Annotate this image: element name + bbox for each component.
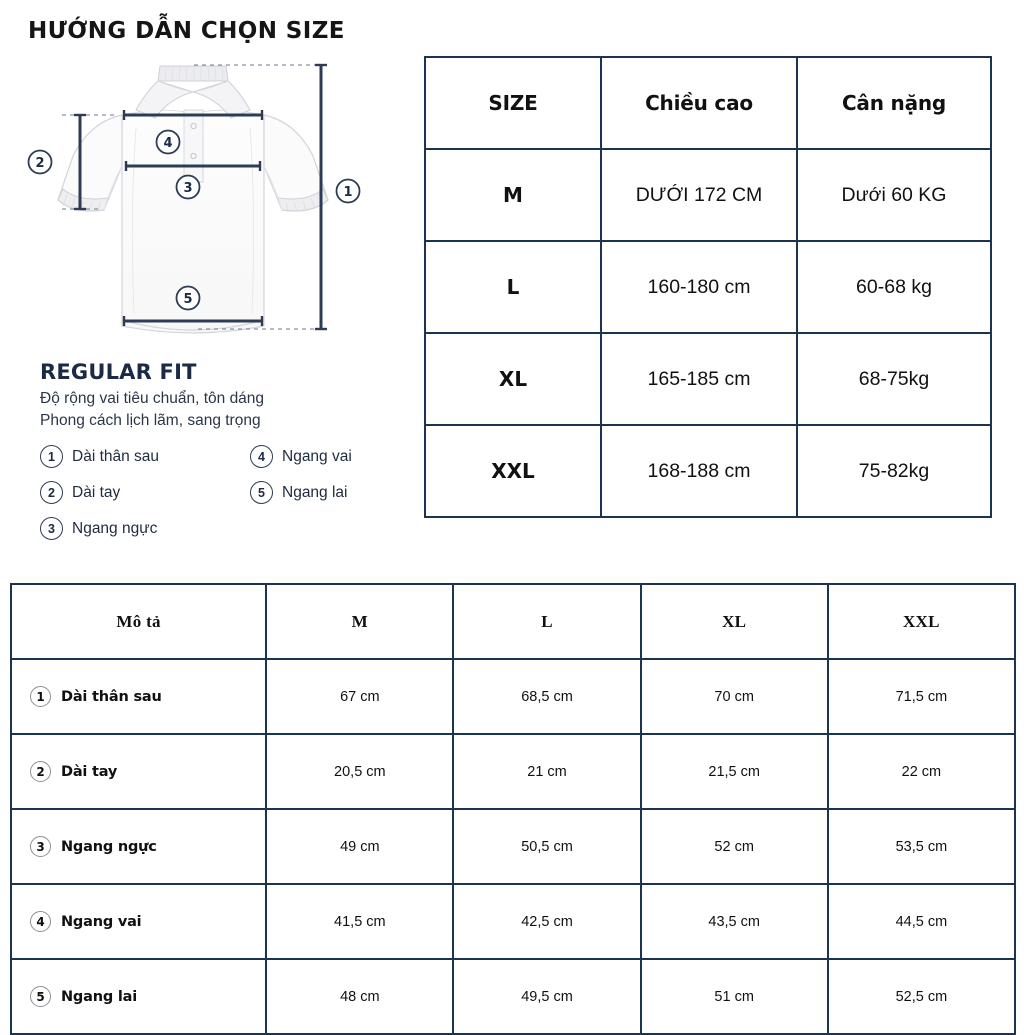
- column-header-weight: Cân nặng: [797, 57, 991, 149]
- cell-weight: 68-75kg: [797, 333, 991, 425]
- column-header-xxl: XXL: [828, 584, 1015, 659]
- table-row: [11, 659, 1015, 734]
- fit-desc-line-2: Phong cách lịch lãm, sang trọng: [40, 412, 261, 429]
- legend-number-icon: 2: [40, 481, 63, 504]
- legend-item-5: [250, 481, 348, 504]
- column-header-size: SIZE: [425, 57, 601, 149]
- svg-text:2: 2: [35, 156, 45, 171]
- cell-l: 21 cm: [453, 734, 640, 809]
- cell-m: 67 cm: [266, 659, 453, 734]
- cell-height: 165-185 cm: [601, 333, 797, 425]
- row-number-icon: 1: [30, 686, 51, 707]
- cell-size: L: [425, 241, 601, 333]
- size-recommendation-table: [424, 56, 992, 518]
- cell-m: 41,5 cm: [266, 884, 453, 959]
- cell-description: [11, 659, 266, 734]
- row-number-icon: 4: [30, 911, 51, 932]
- cell-height: DƯỚI 172 CM: [601, 149, 797, 241]
- cell-size: XXL: [425, 425, 601, 517]
- cell-xl: 70 cm: [641, 659, 828, 734]
- cell-height: 168-188 cm: [601, 425, 797, 517]
- cell-size: M: [425, 149, 601, 241]
- cell-l: 42,5 cm: [453, 884, 640, 959]
- cell-size: XL: [425, 333, 601, 425]
- row-number-icon: 3: [30, 836, 51, 857]
- row-label: Ngang lai: [61, 988, 137, 1005]
- row-label: Dài thân sau: [61, 688, 162, 705]
- table-header-row: [425, 57, 991, 149]
- cell-m: 20,5 cm: [266, 734, 453, 809]
- row-number-icon: 2: [30, 761, 51, 782]
- row-label: Dài tay: [61, 763, 118, 780]
- cell-description: [11, 884, 266, 959]
- column-header-m: M: [266, 584, 453, 659]
- fit-name: REGULAR FIT: [40, 360, 197, 384]
- svg-text:1: 1: [343, 185, 353, 200]
- legend-number-icon: 5: [250, 481, 273, 504]
- legend-label: Dài thân sau: [72, 447, 160, 465]
- cell-xxl: 71,5 cm: [828, 659, 1015, 734]
- legend-item-4: [250, 445, 352, 468]
- fit-desc-line-1: Độ rộng vai tiêu chuẩn, tôn dáng: [40, 390, 265, 407]
- table-row: [11, 959, 1015, 1034]
- column-header-l: L: [453, 584, 640, 659]
- table-row: [11, 734, 1015, 809]
- cell-weight: 60-68 kg: [797, 241, 991, 333]
- legend-item-3: [40, 517, 157, 540]
- table-row: [425, 425, 991, 517]
- cell-l: 50,5 cm: [453, 809, 640, 884]
- cell-description: [11, 809, 266, 884]
- cell-l: 68,5 cm: [453, 659, 640, 734]
- cell-weight: 75-82kg: [797, 425, 991, 517]
- cell-xl: 52 cm: [641, 809, 828, 884]
- cell-xxl: 22 cm: [828, 734, 1015, 809]
- column-header-height: Chiều cao: [601, 57, 797, 149]
- legend: [40, 445, 420, 555]
- legend-item-2: [40, 481, 120, 504]
- cell-m: 49 cm: [266, 809, 453, 884]
- legend-label: Dài tay: [72, 483, 121, 501]
- cell-xxl: 44,5 cm: [828, 884, 1015, 959]
- cell-l: 49,5 cm: [453, 959, 640, 1034]
- cell-description: [11, 734, 266, 809]
- cell-xl: 21,5 cm: [641, 734, 828, 809]
- table-row: [425, 241, 991, 333]
- svg-text:4: 4: [163, 136, 173, 151]
- legend-number-icon: 1: [40, 445, 63, 468]
- row-number-icon: 5: [30, 986, 51, 1007]
- table-row: [11, 884, 1015, 959]
- table-header-row: [11, 584, 1015, 659]
- cell-xxl: 53,5 cm: [828, 809, 1015, 884]
- shirt-diagram: [18, 48, 408, 348]
- row-label: Ngang ngực: [61, 838, 157, 855]
- table-row: [425, 333, 991, 425]
- page-title: HƯỚNG DẪN CHỌN SIZE: [28, 18, 345, 44]
- cell-weight: Dưới 60 KG: [797, 149, 991, 241]
- cell-description: [11, 959, 266, 1034]
- legend-number-icon: 4: [250, 445, 273, 468]
- table-row: [11, 809, 1015, 884]
- cell-xl: 51 cm: [641, 959, 828, 1034]
- svg-text:5: 5: [183, 292, 193, 307]
- cell-xl: 43,5 cm: [641, 884, 828, 959]
- legend-item-1: [40, 445, 159, 468]
- legend-number-icon: 3: [40, 517, 63, 540]
- svg-text:3: 3: [183, 181, 193, 196]
- legend-label: Ngang ngực: [72, 519, 158, 537]
- legend-label: Ngang lai: [282, 483, 348, 501]
- fit-description-block: [40, 360, 420, 555]
- cell-height: 160-180 cm: [601, 241, 797, 333]
- row-label: Ngang vai: [61, 913, 142, 930]
- garment-measurement-table: [10, 583, 1016, 1035]
- column-header-xl: XL: [641, 584, 828, 659]
- legend-label: Ngang vai: [282, 447, 352, 465]
- table-row: [425, 149, 991, 241]
- column-header-description: Mô tả: [11, 584, 266, 659]
- cell-m: 48 cm: [266, 959, 453, 1034]
- cell-xxl: 52,5 cm: [828, 959, 1015, 1034]
